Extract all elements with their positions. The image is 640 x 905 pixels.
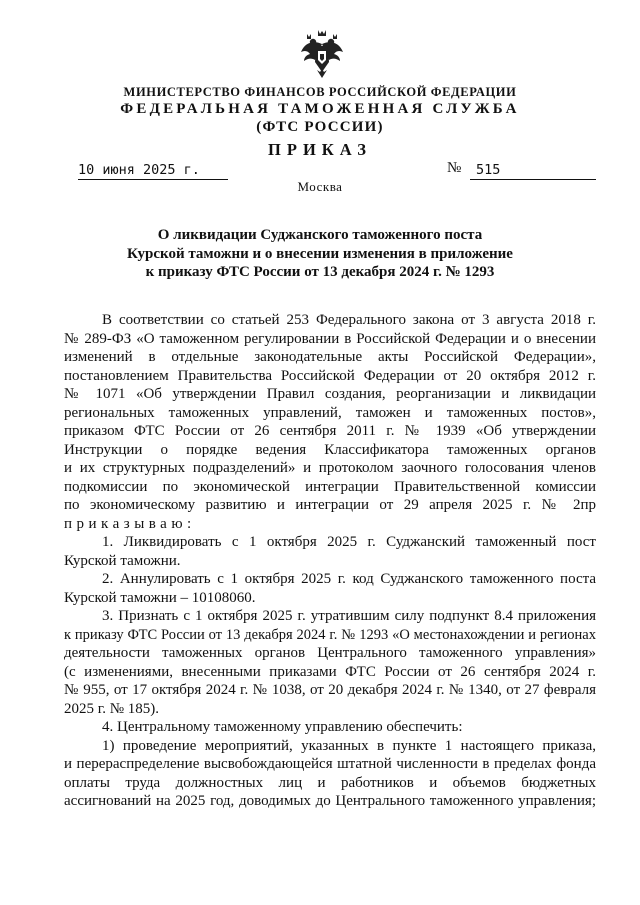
document-body <box>64 311 596 811</box>
issue-city: Москва <box>297 179 343 194</box>
service-abbreviation: (ФТС РОССИИ) <box>256 119 384 135</box>
body-line: к приказу ФТС России от 13 декабря 2024 г. № 1293 «О местонахождении и регионах <box>64 626 596 643</box>
body-line: В соответствии со статьей 253 Федерального закона от 3 августа 2018 г. <box>102 312 596 328</box>
body-line: по экономическому развитию и интеграции от 29 апреля 2025 г. № 2пр <box>64 497 596 513</box>
body-line: постановлением Правительства Российской Федерации от 20 октября 2012 г. <box>64 367 596 384</box>
body-line: 4. Центральному таможенному управлению обеспечить: <box>102 719 463 735</box>
document-type: ПРИКАЗ <box>268 140 372 159</box>
body-line: 2. Аннулировать с 1 октября 2025 г. код Суджанского таможенного поста <box>102 571 596 587</box>
order-date: 10 июня 2025 г. <box>78 161 228 180</box>
order-number: 515 <box>470 161 596 180</box>
body-line: Инструкции о порядке ведения Классификатора таможенных органов <box>64 441 596 458</box>
body-line: 3. Признать с 1 октября 2025 г. утратившим силу подпункт 8.4 приложения <box>102 608 596 624</box>
body-line: приказываю: <box>64 515 196 532</box>
coat-of-arms-emblem <box>299 28 345 80</box>
body-line: 2025 г. № 185). <box>64 700 160 717</box>
body-line: региональных таможенных управлений, таможен и таможенных постов», <box>64 404 596 421</box>
body-line: оплаты труда должностных лиц и работников и объемов бюджетных <box>64 774 596 791</box>
body-line: Курской таможни – 10108060. <box>64 589 256 606</box>
body-line: Курской таможни. <box>64 552 181 569</box>
body-line: и их структурных подразделений» и протоколом заочного голосования членов <box>64 460 596 476</box>
title-line: О ликвидации Суджанского таможенного поста <box>157 227 483 243</box>
body-line: 1) проведение мероприятий, указанных в пункте 1 настоящего приказа, <box>102 737 596 754</box>
title-line: к приказу ФТС России от 13 декабря 2024 г. № 1293 <box>145 264 495 280</box>
body-line: 1. Ликвидировать с 1 октября 2025 г. Суджанский таможенный пост <box>102 534 596 550</box>
document-title <box>100 226 540 282</box>
body-line: (с изменениями, внесенными приказами ФТС России от 26 сентября 2024 г. <box>64 663 596 680</box>
body-line: деятельности таможенных органов Центрального таможенного управления» <box>64 645 596 661</box>
body-line: № 1071 «Об утверждении Правил создания, реорганизации и ликвидации <box>64 386 596 402</box>
body-line: № 289-ФЗ «О таможенном регулировании в Российской Федерации и о внесении <box>64 330 596 347</box>
order-number-label: № <box>447 160 462 176</box>
body-line: подкомиссии по экономической интеграции Правительственной комиссии <box>64 478 596 495</box>
body-line: приказом ФТС России от 26 сентября 2011 г. № 1939 «Об утверждении <box>64 423 596 439</box>
service-name: ФЕДЕРАЛЬНАЯ ТАМОЖЕННАЯ СЛУЖБА <box>120 101 520 117</box>
title-line: Курской таможни и о внесении изменения в приложение <box>127 245 513 262</box>
body-line: № 955, от 17 октября 2024 г. № 1038, от 20 декабря 2024 г. № 1340, от 27 февраля <box>64 682 596 698</box>
body-line: ассигнований на 2025 год, доводимых до Центрального таможенного управления; <box>64 793 596 809</box>
body-line: изменений в отдельные законодательные акты Российской Федерации», <box>64 349 596 365</box>
body-line: и перераспределение высвобождающейся штатной численности в пределах фонда <box>64 756 596 772</box>
ministry-name: МИНИСТЕРСТВО ФИНАНСОВ РОССИЙСКОЙ ФЕДЕРАЦИИ <box>123 85 517 99</box>
